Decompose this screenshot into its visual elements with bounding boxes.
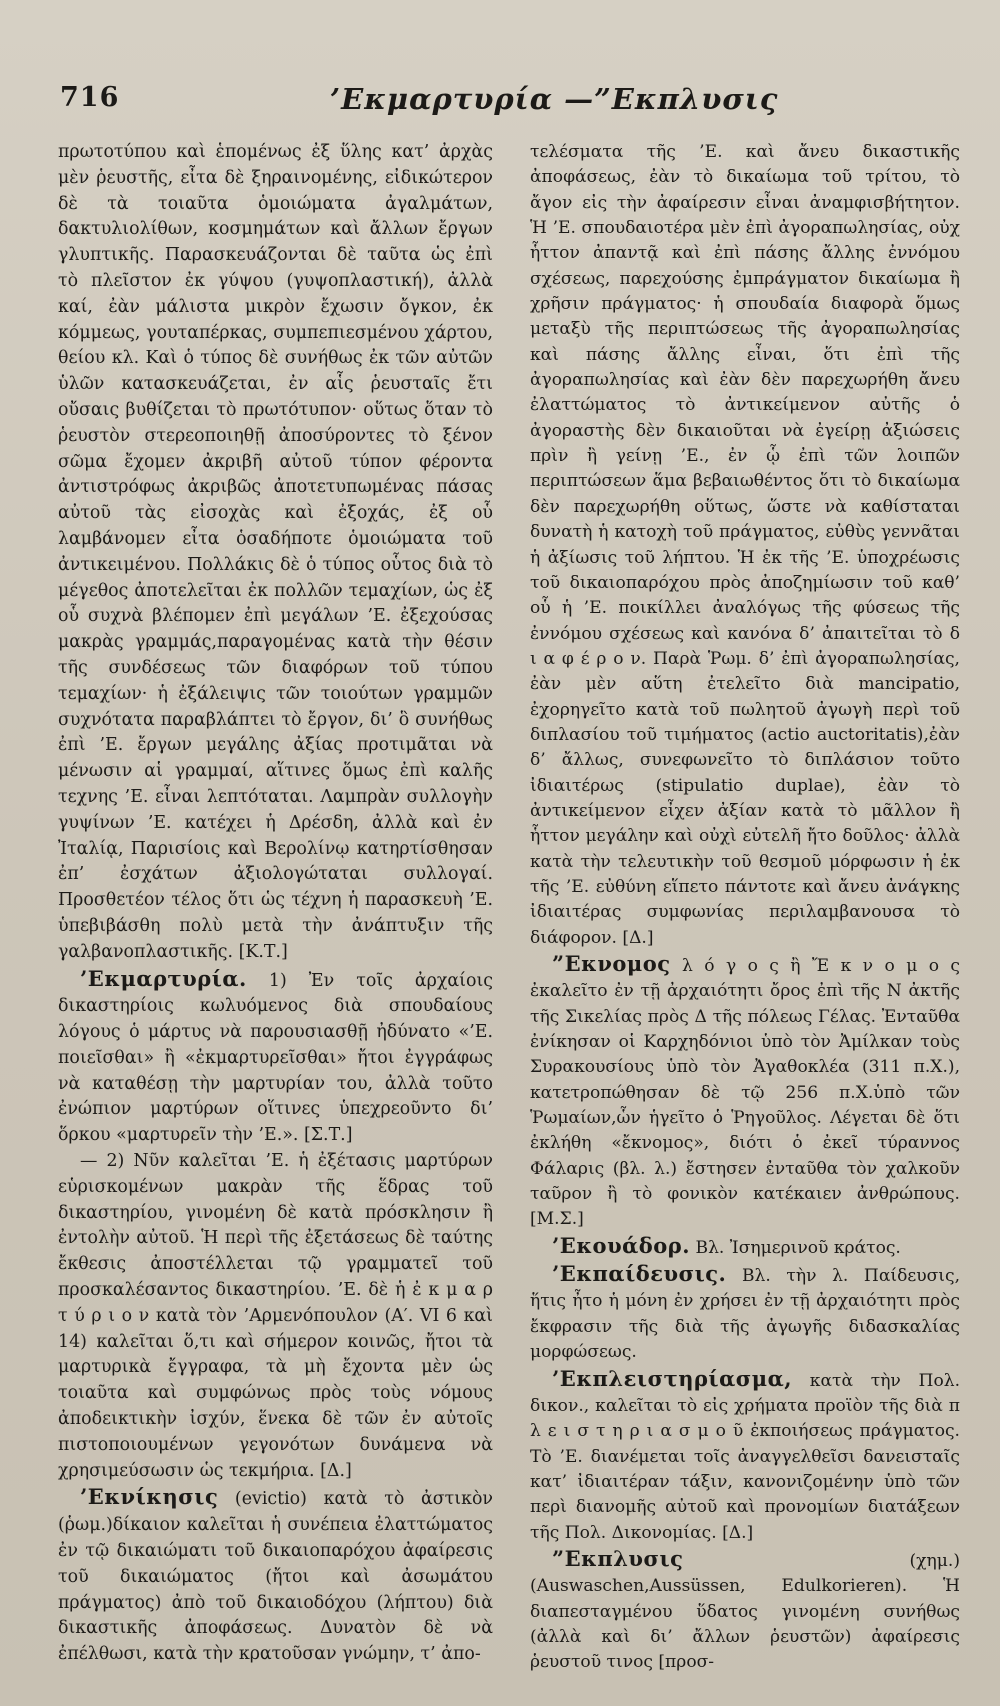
entry-ekmartyria [58,966,493,1150]
entry-ekpleistiriasma [530,1366,960,1546]
page-number: 716 [60,82,120,113]
entry-eknikisis-text: (evictio) κατὰ τὸ ἀστικὸν (ῥωμ.)δίκαιον καλεῖται ἡ συνέπεια ἐλαττώματος ἐν τῷ δικαιώματι τοῦ δικαιοπαρόχου ἀφαίρεσις τοῦ δικαιώματος (ἤτοι καὶ ἀσωμάτου πράγματος) ἀπὸ τοῦ δικαιοδόχου (λήπτου) διὰ δικαστικῆς ἀποφάσεως. Δυνατὸν δὲ νὰ ἐπέλθωσι, κατὰ τὴν κρατοῦσαν γνώμην, τ’ ἀπο- [58,1489,493,1665]
entry-ekplysis-text: (χημ.) (Auswaschen,Aussüssen, Edulkorieren). Ἡ διαπεσταγμένου ὕδατος γινομένη συνήθως (ἀλλὰ καὶ δι’ ἄλλων ῥευστῶν) ἀφαίρεσις ῥευστοῦ τινος [προσ- [530,1550,960,1673]
right-column [530,140,960,1676]
entry-ekmageion-continuation: πρωτοτύπου καὶ ἑπομένως ἐξ ὕλης κατ’ ἀρχὰς μὲν ῥευστῆς, εἶτα δὲ ξηραινομένης, εἰδικώτερον δὲ τὰ τοιαῦτα ὁμοιώματα ἀγαλμάτων, δακτυλιολίθων, κοσμημάτων καὶ ἄλλων ἔργων γλυπτικῆς. Παρασκευάζονται δὲ ταῦτα ὡς ἐπὶ τὸ πλεῖστον ἐκ γύψου (γυψοπλαστική), ἀλλὰ καί, ἐὰν μάλιστα μικρὸν ἔχωσιν ὄγκον, ἐκ κόμμεως, γουταπέρκας, συμπεπιεσμένου χάρτου, θείου κλ. Καὶ ὁ τύπος δὲ συνήθως ἐκ τῶν αὐτῶν ὑλῶν κατασκευάζεται, ἐν αἷς ῥευσταῖς ἔτι οὔσαις βυθίζεται τὸ πρωτότυπον· οὕτως ὅταν τὸ ῥευστὸν στερεοποιηθῇ ἀποσύροντες τὸ ξένον σῶμα ἔχομεν ἀκριβῆ αὐτοῦ τύπον φέροντα ἀντιστρόφως ἀκριβῶς ἀποτετυπωμένας πάσας αὐτοῦ τὰς εἰσοχὰς καὶ ἐξοχάς, ἐξ οὗ λαμβάνομεν εἶτα ὁσαδήποτε ὁμοιώματα τοῦ ἀντικειμένου. Πολλάκις δὲ ὁ τύπος οὗτος διὰ τὸ μέγεθος ἀποτελεῖται ἐκ πολλῶν τεμαχίων, ὡς ἐξ οὗ συχνὰ βλέπομεν ἐπὶ μεγάλων ’Ε. ἐξεχούσας μακρὰς γραμμάς,παραγομένας κατὰ τὴν θέσιν τῆς συνδέσεως τῶν διαφόρων τοῦ τύπου τεμαχίων· ἡ ἐξάλειψις τῶν τοιούτων γραμμῶν συχνότατα παραβλάπτει τὸ ἔργον, δι’ ὃ συνήθως ἐπὶ ’Ε. ἔργων μεγάλης ἀξίας προτιμᾶται νὰ μένωσιν αἱ γραμμαί, αἵτινες ὅμως ἐπὶ καλῆς τεχνης ’Ε. εἶναι λεπτόταται. Λαμπρὰν συλλογὴν γυψίνων ’Ε. κατέχει ἡ Δρέσδη, ἀλλὰ καὶ ἐν Ἰταλίᾳ, Παρισίοις καὶ Βερολίνῳ κατηρτίσθησαν ἐπ’ ἐσχάτων ἀξιολογώταται συλλογαί. Προσθετέον τέλος ὅτι ὡς τέχνη ἡ παρασκευὴ ’Ε. ὑπεβιβάσθη πολὺ μετὰ τὴν ἀνάπτυξιν τῆς γαλβανοπλαστικῆς. [Κ.Τ.] [58,142,493,962]
lemma-ekouador: ’Εκουάδορ. [552,1232,691,1258]
lemma-ekmartyria: ’Εκμαρτυρία. [80,965,247,991]
entry-ekmartyria-sense-2: — 2) Νῦν καλεῖται ’Ε. ἡ ἐξέτασις μαρτύρων εὑρισκομένων μακρὰν τῆς ἕδρας τοῦ δικαστηρίου, γινομένη δὲ κατὰ πρόσκλησιν ἢ ἐντολὴν αὐτοῦ. Ἡ περὶ τῆς ἐξετάσεως δὲ ταύτης ἔκθεσις ἀποστέλλεται τῷ γραμματεῖ τοῦ προσκαλέσαντος δικαστηρίου. ’Ε. δὲ ἡ ἐ κ μ α ρ τ ύ ρ ι ο ν κατὰ τὸν ’Αρμενόπουλον (Α′. VI 6 καὶ 14) καλεῖται ὅ,τι καὶ σήμερον κοινῶς, ἤτοι τὰ μαρτυρικὰ ἔγγραφα, τὰ μὴ ἔχοντα μὲν ὡς τοιαῦτα καὶ συμφώνως πρὸς τοὺς νόμους ἀποδεικτικὴν ἰσχύν, ἕνεκα δὲ τῶν ἐν αὐτοῖς πιστοποιουμένων γεγονότων δυνάμενα νὰ χρησιμεύσωσιν ὡς τεκμήρια. [Δ.] [58,1151,493,1481]
entry-ekpaideusis-text: Βλ. τὴν λ. Παίδευσις, ἥτις ἦτο ἡ μόνη ἐν χρήσει ἐν τῇ ἀρχαιότητι πρὸς ἔκφρασιν τῆς διὰ τῆς ἀγωγῆς διδασκαλίας μορφώσεως. [530,1266,961,1363]
left-column [58,140,493,1668]
entry-eknomos-text: λ ό γ ο ς ἢ Ἔ κ ν ο μ ο ς ἐκαλεῖτο ἐν τῇ ἀρχαιότητι ὄρος ἐπὶ τῆς Ν ἀκτῆς τῆς Σικελίας πρὸς Δ τῆς πόλεως Γέλας. Ἐνταῦθα ἐνίκησαν οἱ Καρχηδόνιοι ὑπὸ τὸν Ἀμίλκαν τοὺς Συρακουσίους ὑπὸ τὸν Ἀγαθοκλέα (311 π.Χ.), κατετροπώθησαν δὲ τῷ 256 π.Χ.ὑπὸ τῶν Ῥωμαίων,ὧν ἡγεῖτο ὁ Ῥηγοῦλος. Λέγεται δὲ ὅτι ἐκλήθη «ἔκνομος», διότι ὁ ἐκεῖ τύραννος Φάλαρις (βλ. λ.) ἔστησεν ἐνταῦθα τὸν χαλκοῦν ταῦρον ἢ τὸ φονικὸν κατέκαιεν ἀνθρώπους. [Μ.Σ.] [530,956,960,1230]
entry-eknikisis [58,1484,493,1668]
entry-ekmartyria-text-1: 1) Ἐν τοῖς ἀρχαίοις δικαστηρίοις κωλυόμενος διὰ σπουδαίους λόγους ὁ μάρτυς νὰ παρουσιασθῇ ἠδύνατο «’Ε. ποιεῖσθαι» ἢ «ἐκμαρτυρεῖσθαι» ἤτοι ἐγγράφως νὰ καταθέσῃ τὴν μαρτυρίαν του, ἀλλὰ τοῦτο ἐνώπιον μαρτύρων οἵτινες ὑπεχρεοῦντο δι’ ὅρκου «μαρτυρεῖν τὴν ’Ε.». [Σ.Τ.] [58,970,494,1146]
entry-ekplysis [530,1546,960,1676]
lemma-eknikisis: ’Εκνίκησις [80,1484,219,1510]
page-header [60,82,940,122]
lemma-ekpaideusis: ’Εκπαίδευσις. [552,1261,727,1287]
entry-ekouador [530,1233,960,1261]
lemma-ekplysis: ”Εκπλυσις [552,1545,684,1571]
lemma-ekpleistiriasma: ’Εκπλειστηρίασμα, [552,1365,793,1391]
entry-eknikisis-continuation: τελέσματα τῆς ’Ε. καὶ ἄνευ δικαστικῆς ἀποφάσεως, ἐὰν τὸ δικαίωμα τοῦ τρίτου, τὸ ἄγον εἰς τὴν ἀφαίρεσιν εἶναι ἀναμφισβήτητον. Ἡ ’Ε. σπουδαιοτέρα μὲν ἐπὶ ἀγοραπωλησίας, οὐχ ἧττον ἀπαντᾷ καὶ ἐπὶ πάσης ἄλλης ἐννόμου σχέσεως, παρεχούσης ἐμπράγματον δικαίωμα ἢ χρῆσιν πράγματος· ἡ σπουδαία διαφορὰ ὅμως μεταξὺ τῆς περιπτώσεως τῆς ἀγοραπωλησίας καὶ πάσης ἄλλης εἶναι, ὅτι ἐπὶ τῆς ἀγοραπωλησίας καὶ ἐὰν δὲν παρεχωρήθη ἄνευ ἐλαττώματος τὸ ἀντικείμενον αὐτῆς ὁ ἀγοραστὴς δὲν δικαιοῦται νὰ ἐγείρῃ ἀξιώσεις πρὶν ἢ γείνῃ ’Ε., ἐν ᾧ ἐπὶ τῶν λοιπῶν περιπτώσεων ἅμα βεβαιωθέντος ὅτι τὸ δικαίωμα δὲν παρεχωρήθη οὕτως, ὥστε νὰ καθίσταται δυνατὴ ἡ κατοχὴ τοῦ πράγματος, εὐθὺς γεννᾶται ἡ ἀξίωσις τοῦ λήπτου. Ἡ ἐκ τῆς ’Ε. ὑποχρέωσις τοῦ δικαιοπαρόχου πρὸς ἀποζημίωσιν τοῦ καθ’ οὗ ἡ ’Ε. ποικίλλει ἀναλόγως τῆς φύσεως τῆς ἐννόμου σχέσεως καὶ κανόνα δ’ ἀπαιτεῖται τὸ δ ι α φ έ ρ ο ν. Παρὰ Ῥωμ. δ’ ἐπὶ ἀγοραπωλησίας, ἐὰν μὲν αὕτη ἐτελεῖτο διὰ mancipatio, ἐχορηγεῖτο κατὰ τοῦ πωλητοῦ ἀγωγὴ περὶ τοῦ διπλασίου τοῦ τιμήματος (actio auctoritatis),ἐὰν δ’ ἄλλως, συνεφωνεῖτο τὸ διπλάσιον τοῦτο ἰδιαιτέρως (stipulatio duplae), ἐὰν τὸ ἀντικείμενον εἶχεν ἀξίαν κατὰ τὸ μᾶλλον ἢ ἧττον μεγάλην καὶ οὐχὶ εὐτελῆ ἤτο δοῦλος· ἀλλὰ κατὰ τὴν τελευτικὴν τοῦ θεσμοῦ μόρφωσιν ἡ ἐκ τῆς ’Ε. εὐθύνη εἵπετο πάντοτε καὶ ἄνευ ἀνάγκης ἰδιαιτέρας συμφωνίας περιλαμβανουσα τὸ διάφορον. [Δ.] [530,142,960,948]
entry-ekouador-text: Βλ. Ἰσημερινοῦ κράτος. [695,1237,901,1258]
running-title: ’Εκμαρτυρία —”Εκπλυσις [330,82,779,116]
lemma-eknomos: ”Εκνομος [552,951,671,976]
entry-ekpaideusis [530,1261,960,1365]
entry-ekpleistiriasma-text: κατὰ τὴν Πολ. δικον., καλεῖται τὸ εἰς χρήματα προϊὸν τῆς διὰ π λ ε ι σ τ η ρ ι α σ μ ο ῦ ἐκποιήσεως πράγματος. Τὸ ’Ε. διανέμεται τοῖς ἀναγγελθεῖσι δανεισταῖς κατ’ ἰδιαιτέραν τάξιν, κανονιζομένην ὑπὸ τῶν περὶ διανομῆς αὐτοῦ καὶ προνομίων διατάξεων τῆς Πολ. Δικονομίας. [Δ.] [530,1370,960,1543]
entry-eknomos [530,951,960,1233]
